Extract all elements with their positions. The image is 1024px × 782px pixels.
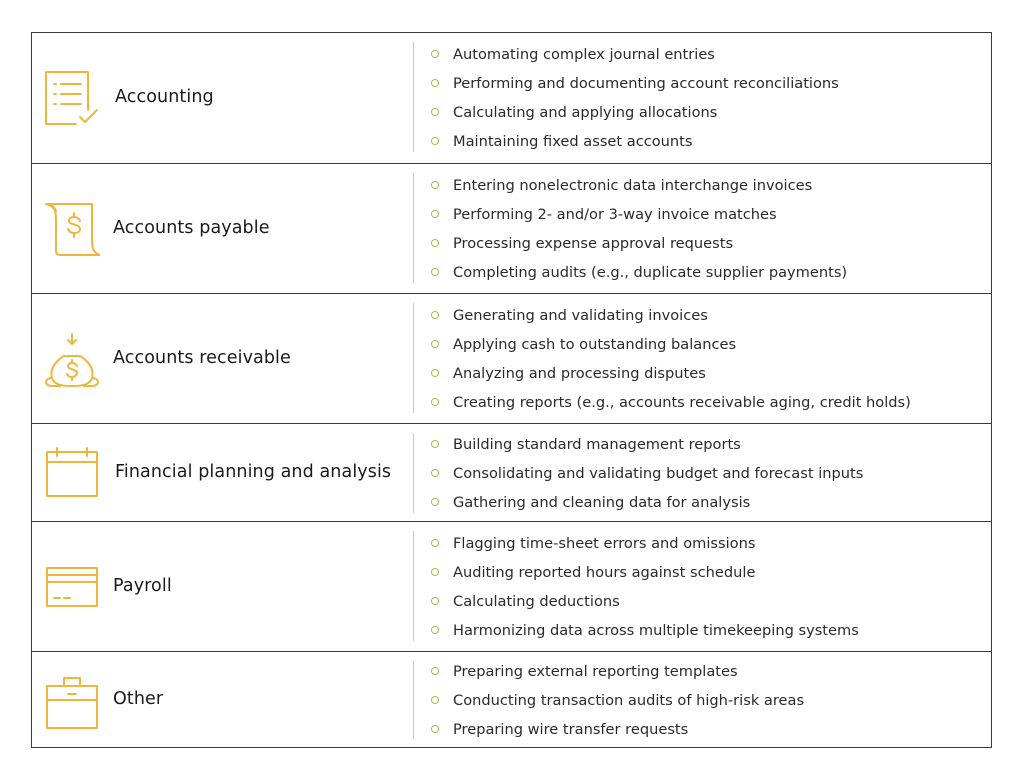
list-item: Flagging time-sheet errors and omissions [428,529,981,558]
briefcase-icon [44,674,100,730]
list-item: Maintaining fixed asset accounts [428,127,981,156]
list-item: Gathering and cleaning data for analysis [428,488,981,517]
list-item: Preparing wire transfer requests [428,715,981,744]
list-item: Applying cash to outstanding balances [428,330,981,359]
list-item: Conducting transaction audits of high-risk areas [428,686,981,715]
item-list [428,657,981,744]
credit-card-icon [44,560,100,616]
circle-bullet-icon [431,440,439,448]
circle-bullet-icon [431,696,439,704]
item-list [428,40,981,156]
list-item: Creating reports (e.g., accounts receivable aging, credit holds) [428,388,981,417]
table-row-payroll [32,521,991,651]
dollar-scroll-icon [44,201,100,257]
row-divider [413,661,414,739]
list-item: Building standard management reports [428,430,981,459]
circle-bullet-icon [431,568,439,576]
list-item: Calculating and applying allocations [428,98,981,127]
circle-bullet-icon [431,50,439,58]
item-list [428,301,981,417]
circle-bullet-icon [431,108,439,116]
circle-bullet-icon [431,137,439,145]
list-item: Analyzing and processing disputes [428,359,981,388]
category-label: Accounts receivable [113,348,291,368]
automation-table [31,32,992,748]
circle-bullet-icon [431,79,439,87]
list-item: Harmonizing data across multiple timekeeping systems [428,616,981,645]
circle-bullet-icon [431,311,439,319]
list-item: Performing and documenting account reconciliations [428,69,981,98]
list-item: Preparing external reporting templates [428,657,981,686]
list-item: Automating complex journal entries [428,40,981,69]
list-item: Processing expense approval requests [428,229,981,258]
list-item: Auditing reported hours against schedule [428,558,981,587]
list-item: Consolidating and validating budget and forecast inputs [428,459,981,488]
category-label: Other [113,689,164,709]
circle-bullet-icon [431,539,439,547]
circle-bullet-icon [431,498,439,506]
circle-bullet-icon [431,268,439,276]
row-divider [413,303,414,413]
circle-bullet-icon [431,210,439,218]
list-item: Completing audits (e.g., duplicate supplier payments) [428,258,981,287]
item-list [428,171,981,287]
circle-bullet-icon [431,340,439,348]
circle-bullet-icon [431,597,439,605]
list-item: Generating and validating invoices [428,301,981,330]
category-label: Financial planning and analysis [115,462,392,482]
row-divider [413,42,414,152]
circle-bullet-icon [431,667,439,675]
row-divider [413,173,414,283]
item-list [428,430,981,517]
category-label: Payroll [113,576,172,596]
list-item: Entering nonelectronic data interchange invoices [428,171,981,200]
circle-bullet-icon [431,369,439,377]
category-label: Accounts payable [113,218,270,238]
circle-bullet-icon [431,725,439,733]
checklist-icon [44,70,100,126]
table-row-accounts-payable [32,163,991,293]
row-divider [413,433,414,513]
circle-bullet-icon [431,626,439,634]
money-bag-icon [44,332,100,388]
circle-bullet-icon [431,398,439,406]
list-item: Performing 2- and/or 3-way invoice matches [428,200,981,229]
row-divider [413,531,414,641]
item-list [428,529,981,645]
circle-bullet-icon [431,181,439,189]
table-row-accounting [32,33,991,163]
circle-bullet-icon [431,239,439,247]
table-row-accounts-receivable [32,293,991,423]
calendar-icon [44,446,100,502]
list-item: Calculating deductions [428,587,981,616]
table-row-financial-planning [32,423,991,521]
circle-bullet-icon [431,469,439,477]
table-row-other [32,651,991,747]
category-label: Accounting [115,87,214,107]
